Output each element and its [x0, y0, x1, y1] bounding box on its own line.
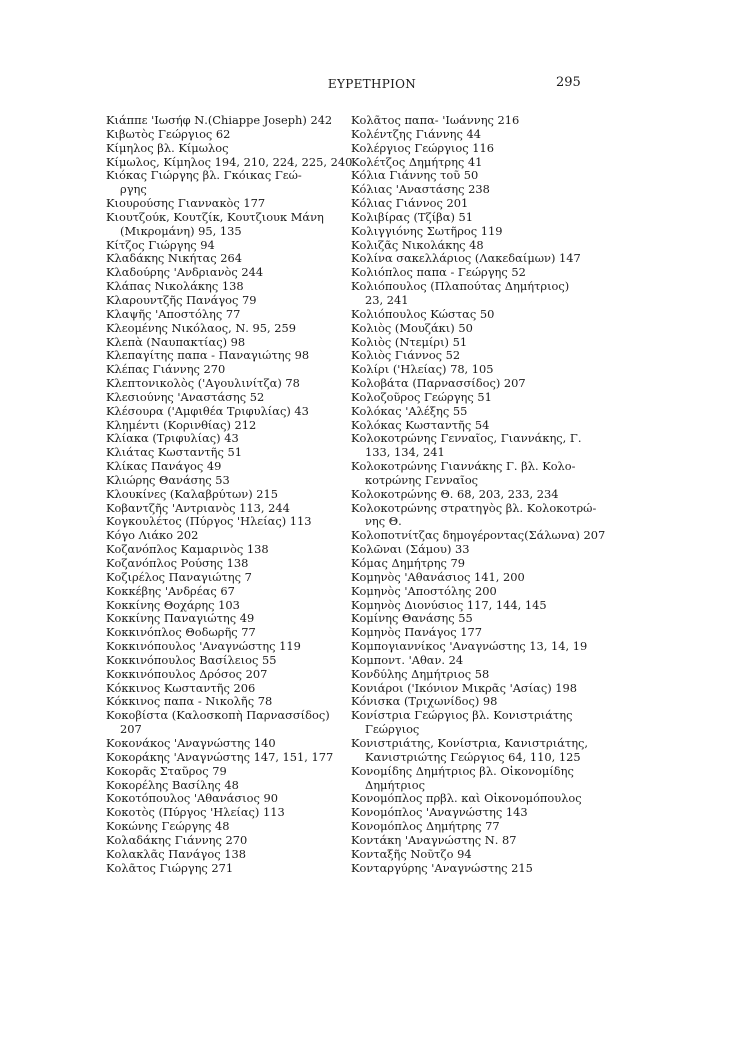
index-column-left: [106, 113, 353, 875]
index-entry-continuation: 23, 241: [365, 292, 409, 307]
index-entry: Κοκκίνης Θοχάρης 103: [106, 597, 240, 612]
index-entry: Κολίνα σακελλάριος (Λακεδαίμων) 147: [351, 251, 581, 266]
index-entry: Κοκορᾶς Σταῦρος 79: [106, 763, 227, 778]
index-entry: Κολόκας Κωσταντῆς 54: [351, 417, 490, 432]
index-entry: Κομηνὸς Πανάγος 177: [351, 625, 483, 640]
index-entry: Κίμηλος βλ. Κίμωλος: [106, 140, 229, 155]
index-entry: Κολοκοτρώνης Γιαννάκης Γ. βλ. Κολο-: [351, 459, 576, 474]
index-entry: Κονομόπλος Δημήτρης 77: [351, 819, 500, 834]
index-entry: Κόκκινος παπα - Νικολῆς 78: [106, 694, 273, 709]
index-entry: Κολιόπουλος (Πλαπούτας Δημήτριος): [351, 279, 570, 294]
index-entry: Κολοζοῦρος Γεώργης 51: [351, 389, 492, 404]
index-entry: Κλαρουντζῆς Πανάγος 79: [106, 292, 257, 307]
index-entry: Κολᾶτος Γιώργης 271: [106, 860, 234, 875]
index-entry: Κοζιρέλος Παναγιώτης 7: [106, 569, 252, 584]
index-entry: Κλέπας Γιάννης 270: [106, 362, 226, 377]
index-entry: Κλιώρης Θανάσης 53: [106, 472, 230, 487]
index-entry: Κόγο Λιάκο 202: [106, 528, 199, 543]
index-entry: Κολιζᾶς Νικολάκης 48: [351, 237, 484, 252]
index-entry: Κολόκας 'Αλέξης 55: [351, 403, 468, 418]
index-entry-continuation: κοτρώνης Γενναῖος: [365, 472, 479, 487]
index-entry: Κολέντζης Γιάννης 44: [351, 126, 481, 141]
index-entry: Κοκονάκος 'Αναγνώστης 140: [106, 735, 276, 750]
index-entry-continuation: 207: [120, 722, 142, 737]
index-entry-continuation: Δημήτριος: [365, 777, 425, 792]
index-entry: Κολοκοτρώνης Γενναῖος, Γιαννάκης, Γ.: [351, 431, 582, 446]
index-entry: Κομηνὸς 'Αθανάσιος 141, 200: [351, 569, 525, 584]
index-entry: Κοζανόπλος Καμαρινὸς 138: [106, 542, 269, 557]
index-entry: Κόλια Γιάννης τοῦ 50: [351, 168, 479, 183]
index-entry: Κοζανόπλος Ρούσης 138: [106, 556, 249, 570]
index-entry: Κοκοτὸς (Πύργος 'Ηλείας) 113: [106, 805, 285, 820]
index-entry: Κολακλᾶς Πανάγος 138: [106, 846, 246, 861]
index-entry: Κιουρούσης Γιαννακὸς 177: [106, 196, 266, 211]
index-entry: Κλημέντι (Κορινθίας) 212: [106, 417, 257, 432]
index-entry: Κονιστριάτης, Κονίστρια, Κανιστριάτης,: [351, 735, 589, 750]
index-entry: Κολέτζος Δημήτρης 41: [351, 154, 483, 169]
index-entry: Κομίνης Θανάσης 55: [351, 611, 473, 626]
index-entry: Κοκκινόπουλος Δρόσος 207: [106, 666, 268, 681]
index-entry: Κολιόπλος παπα - Γεώργης 52: [351, 265, 526, 280]
index-entry: Κολαδάκης Γιάννης 270: [106, 832, 248, 847]
index-entry: Κονομόπλος πρβλ. καὶ Οἰκονομόπουλος: [351, 791, 582, 806]
index-entry-continuation: Γεώργιος: [365, 722, 420, 737]
index-entry: Κονομίδης Δημήτριος βλ. Οἰκονομίδης: [351, 763, 574, 778]
index-entry: Κομηνὸς 'Αποστόλης 200: [351, 583, 497, 598]
index-entry: Κοκοράκης 'Αναγνώστης 147, 151, 177: [106, 749, 334, 764]
index-entry: Κοκοβίστα (Καλοσκοπὴ Παρνασσίδος): [106, 708, 330, 723]
index-entry: Κόνισκα (Τριχωνίδος) 98: [351, 694, 498, 709]
page-title: ΕΥΡΕΤΗΡΙΟΝ: [327, 77, 417, 91]
index-entry: Κλαδούρης 'Ανδριανὸς 244: [106, 265, 264, 280]
index-entry-continuation: Κανιστριώτης Γεώργιος 64, 110, 125: [365, 749, 581, 764]
index-entry: Κίμωλος, Κίμηλος 194, 210, 224, 225, 240: [106, 154, 353, 169]
index-entry: Κομηνὸς Διονύσιος 117, 144, 145: [351, 597, 547, 612]
index-column-right: [351, 113, 606, 875]
index-entry: Κλουκίνες (Καλαβρύτων) 215: [106, 486, 279, 501]
index-entry: Κόλιας 'Αναστάσης 238: [351, 182, 490, 197]
index-entry: Κογκουλέτος (Πύργος 'Ηλείας) 113: [106, 514, 312, 529]
index-entry-continuation: νης Θ.: [365, 514, 402, 529]
index-entry: Κοκκινόπουλος Βασίλειος 55: [106, 652, 277, 667]
index-entry: Κοβαντζῆς 'Αντριανὸς 113, 244: [106, 500, 290, 515]
index-entry: Κονιάροι ('Ικόνιον Μικρᾶς 'Ασίας) 198: [351, 680, 578, 695]
index-entry: Κολᾶτος παπα- 'Ιωάννης 216: [351, 113, 520, 127]
index-entry-continuation: (Μικρομάνη) 95, 135: [120, 223, 242, 238]
index-entry: Κιάππε 'Ιωσήφ Ν.(Chiappe Joseph) 242: [106, 113, 333, 127]
page-number: 295: [556, 75, 581, 90]
index-entry: Κλαψῆς 'Αποστόλης 77: [106, 306, 241, 321]
index-entry: Κλεσιούνης 'Αναστάσης 52: [106, 389, 265, 404]
index-entry: Κλάπας Νικολάκης 138: [106, 279, 244, 294]
index-entry: Κοκκίνης Παναγιώτης 49: [106, 611, 255, 626]
index-entry: Κολοποτνίτζας δημογέροντας(Σάλωνα) 207: [351, 528, 606, 543]
index-entry: Κόκκινος Κωσταντῆς 206: [106, 680, 256, 695]
index-entry: Κονδύλης Δημήτριος 58: [351, 666, 490, 681]
index-entry: Κοκορέλης Βασίλης 48: [106, 777, 239, 792]
index-entry: Κοκώνης Γεώργης 48: [106, 819, 230, 834]
index-entry: Κολιόπουλος Κώστας 50: [351, 306, 495, 321]
index-entry: Κολῶναι (Σάμου) 33: [351, 542, 470, 557]
index-entry: Κονταξῆς Νοῦτζο 94: [351, 846, 472, 861]
index-entry: Κομποντ. 'Αθαν. 24: [351, 652, 464, 667]
index-entry: Κλαδάκης Νικήτας 264: [106, 251, 243, 266]
index-entry: Κοντάκη 'Αναγνώστης Ν. 87: [351, 832, 517, 847]
index-entry: Κλεπαγίτης παπα - Παναγιώτης 98: [106, 348, 310, 363]
index-entry: Κοκκέβης 'Ανδρέας 67: [106, 583, 235, 598]
index-entry: Κοκοτόπουλος 'Αθανάσιος 90: [106, 791, 278, 806]
index-entry: Κολοκοτρώνης Θ. 68, 203, 233, 234: [351, 486, 559, 501]
index-entry: Κλέσουρα ('Αμφιθέα Τριφυλίας) 43: [106, 403, 309, 418]
index-entry: Κολίρι ('Ηλείας) 78, 105: [351, 362, 494, 377]
index-entry: Κολιὸς Γιάννος 52: [351, 348, 461, 363]
index-entry: Κλίκας Πανάγος 49: [106, 459, 222, 474]
index-entry: Κιουτζούκ, Κουτζίκ, Κουτζιουκ Μάνη: [106, 209, 324, 224]
index-entry: Κομπογιαννίκος 'Αναγνώστης 13, 14, 19: [351, 639, 588, 654]
index-entry-continuation: ργης: [120, 182, 147, 197]
index-entry: Κονταργύρης 'Αναγνώστης 215: [351, 860, 533, 875]
index-entry: Κονίστρια Γεώργιος βλ. Κονιστριάτης: [351, 708, 573, 723]
index-entry: Κονομόπλος 'Αναγνώστης 143: [351, 805, 528, 820]
index-entry: Κλεπτονικολὸς ('Αγουλινίτζα) 78: [106, 376, 300, 391]
index-entry: Κολιγγιόνης Σωτῆρος 119: [351, 223, 503, 238]
index-entry: Κλεπὰ (Ναυπακτίας) 98: [106, 334, 246, 349]
index-entry: Κολιὸς (Μουζάκι) 50: [351, 320, 473, 335]
index-entry: Κολοβάτα (Παρνασσίδος) 207: [351, 376, 526, 391]
index-entry: Κλίακα (Τριφυλίας) 43: [106, 431, 239, 446]
index-entry: Κόμας Δημήτρης 79: [351, 556, 466, 570]
index-entry: Κολοκοτρώνης στρατηγὸς βλ. Κολοκοτρώ-: [351, 500, 597, 515]
index-entry-continuation: 133, 134, 241: [365, 445, 445, 460]
index-entry: Κλεομένης Νικόλαος, Ν. 95, 259: [106, 320, 297, 335]
index-entry: Κοκκινόπλος Θοδωρῆς 77: [106, 625, 256, 640]
index-entry: Κιβωτὸς Γεώργιος 62: [106, 126, 231, 141]
index-entry: Κιόκας Γιώργης βλ. Γκόικας Γεώ-: [106, 168, 302, 183]
index-entry: Κόλιας Γιάννος 201: [351, 196, 469, 211]
index-entry: Κλιάτας Κωσταντῆς 51: [106, 445, 242, 460]
index-entry: Κοκκινόπουλος 'Αναγνώστης 119: [106, 639, 301, 654]
index-entry: Κολιβίρας (Τζίβα) 51: [351, 209, 474, 224]
index-entry: Κίτζος Γιώργης 94: [106, 237, 215, 252]
index-entry: Κολέργιος Γεώργιος 116: [351, 140, 494, 155]
index-entry: Κολιὸς (Ντεμίρι) 51: [351, 334, 468, 349]
